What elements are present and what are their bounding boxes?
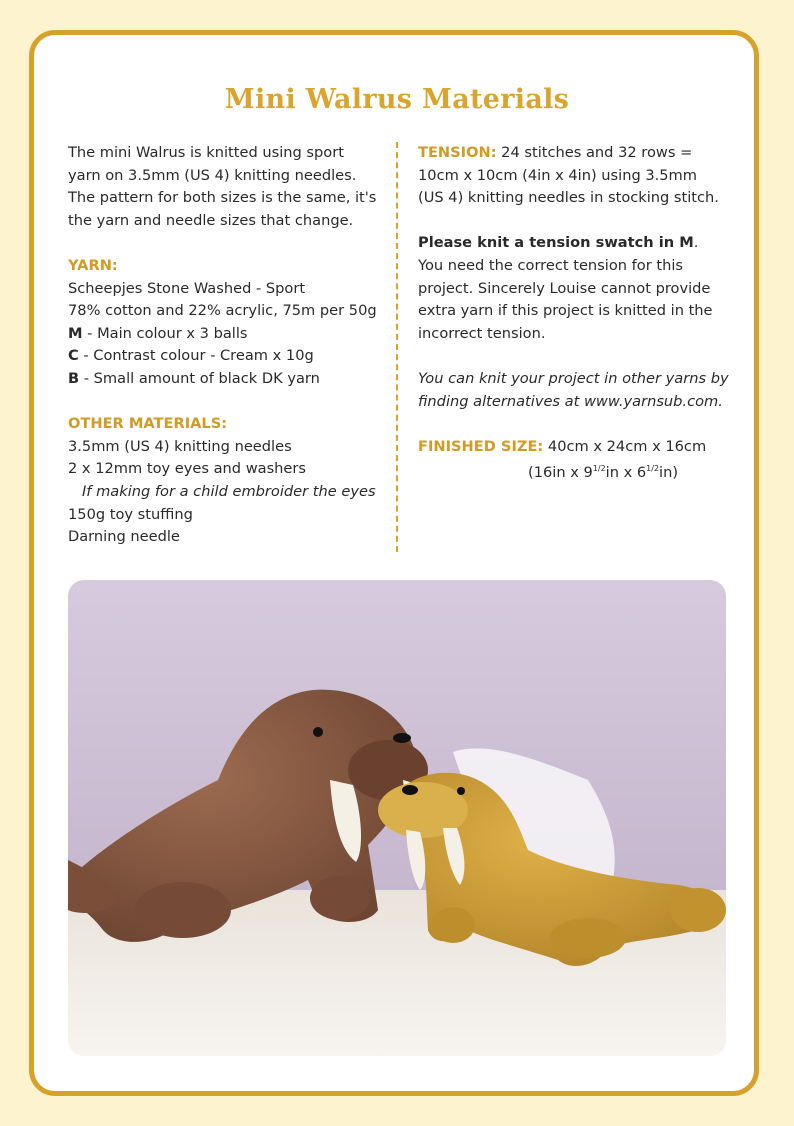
yarn-section <box>68 255 386 391</box>
swatch-line: You need the correct tension for this <box>418 256 683 274</box>
finished-size-section <box>418 436 748 485</box>
walrus-photo <box>68 580 726 1056</box>
alt-line: You can knit your project in other yarns by <box>418 369 729 387</box>
yarn-colour-black <box>68 368 386 391</box>
alternatives-section <box>418 368 748 413</box>
swatch-line: project. Sincerely Louise cannot provide <box>418 279 711 297</box>
size-part: in) <box>659 464 679 482</box>
colour-text: - Contrast colour - Cream x 10g <box>78 347 314 365</box>
swatch-section <box>418 232 748 345</box>
size-fraction: 1/2 <box>592 464 606 474</box>
walrus-photo-illustration <box>68 580 726 1056</box>
swatch-heading <box>418 232 748 255</box>
other-materials-heading: OTHER MATERIALS: <box>68 415 228 433</box>
intro-line: yarn on 3.5mm (US 4) knitting needles. <box>68 166 357 184</box>
yarn-line: 78% cotton and 22% acrylic, 75m per 50g <box>68 302 377 320</box>
right-column <box>418 142 748 485</box>
material-item: 3.5mm (US 4) knitting needles <box>68 437 292 455</box>
colour-code: C <box>68 347 79 365</box>
intro-line: The mini Walrus is knitted using sport <box>68 144 344 161</box>
finished-size-heading: FINISHED SIZE: <box>418 437 544 455</box>
tension-text: 24 stitches and 32 rows = <box>496 144 693 161</box>
page-title: Mini Walrus Materials <box>224 84 570 115</box>
yarn-line: Scheepjes Stone Washed - Sport <box>68 279 306 297</box>
size-metric: 40cm x 24cm x 16cm <box>543 437 707 455</box>
swatch-line: incorrect tension. <box>418 324 546 342</box>
swatch-period: . <box>693 234 699 252</box>
yarn-heading: YARN: <box>68 256 118 274</box>
colour-code: M <box>68 324 83 342</box>
swatch-bold-text: Please knit a tension swatch in M <box>418 234 694 252</box>
left-column <box>68 142 386 549</box>
swatch-line: extra yarn if this project is knitted in the <box>418 302 713 320</box>
colour-text: - Main colour x 3 balls <box>82 324 248 342</box>
yarn-colour-main <box>68 323 386 346</box>
material-item: 150g toy stuffing <box>68 505 193 523</box>
tension-line: (US 4) knitting needles in stocking stitch. <box>418 189 719 207</box>
size-part: in x 6 <box>605 464 647 482</box>
yarn-colour-contrast <box>68 345 386 368</box>
size-fraction: 1/2 <box>646 464 660 474</box>
material-item: Darning needle <box>68 528 180 546</box>
intro-text <box>68 142 386 232</box>
tension-line: 10cm x 10cm (4in x 4in) using 3.5mm <box>418 166 697 184</box>
size-line <box>418 436 748 459</box>
colour-text: - Small amount of black DK yarn <box>79 369 320 387</box>
tension-heading: TENSION: <box>418 144 497 161</box>
material-note: If making for a child embroider the eyes <box>82 482 376 500</box>
alt-line: finding alternatives at www.yarnsub.com. <box>418 392 723 410</box>
other-materials-section <box>68 413 386 549</box>
colour-code: B <box>68 369 80 387</box>
intro-line: The pattern for both sizes is the same, it's <box>68 189 377 207</box>
column-divider <box>396 142 398 552</box>
size-part: (16in x 9 <box>528 464 593 482</box>
intro-line: the yarn and needle sizes that change. <box>68 211 354 229</box>
size-imperial <box>418 458 748 484</box>
tension-line <box>418 142 748 165</box>
tension-section <box>418 142 748 210</box>
material-item: 2 x 12mm toy eyes and washers <box>68 460 307 478</box>
